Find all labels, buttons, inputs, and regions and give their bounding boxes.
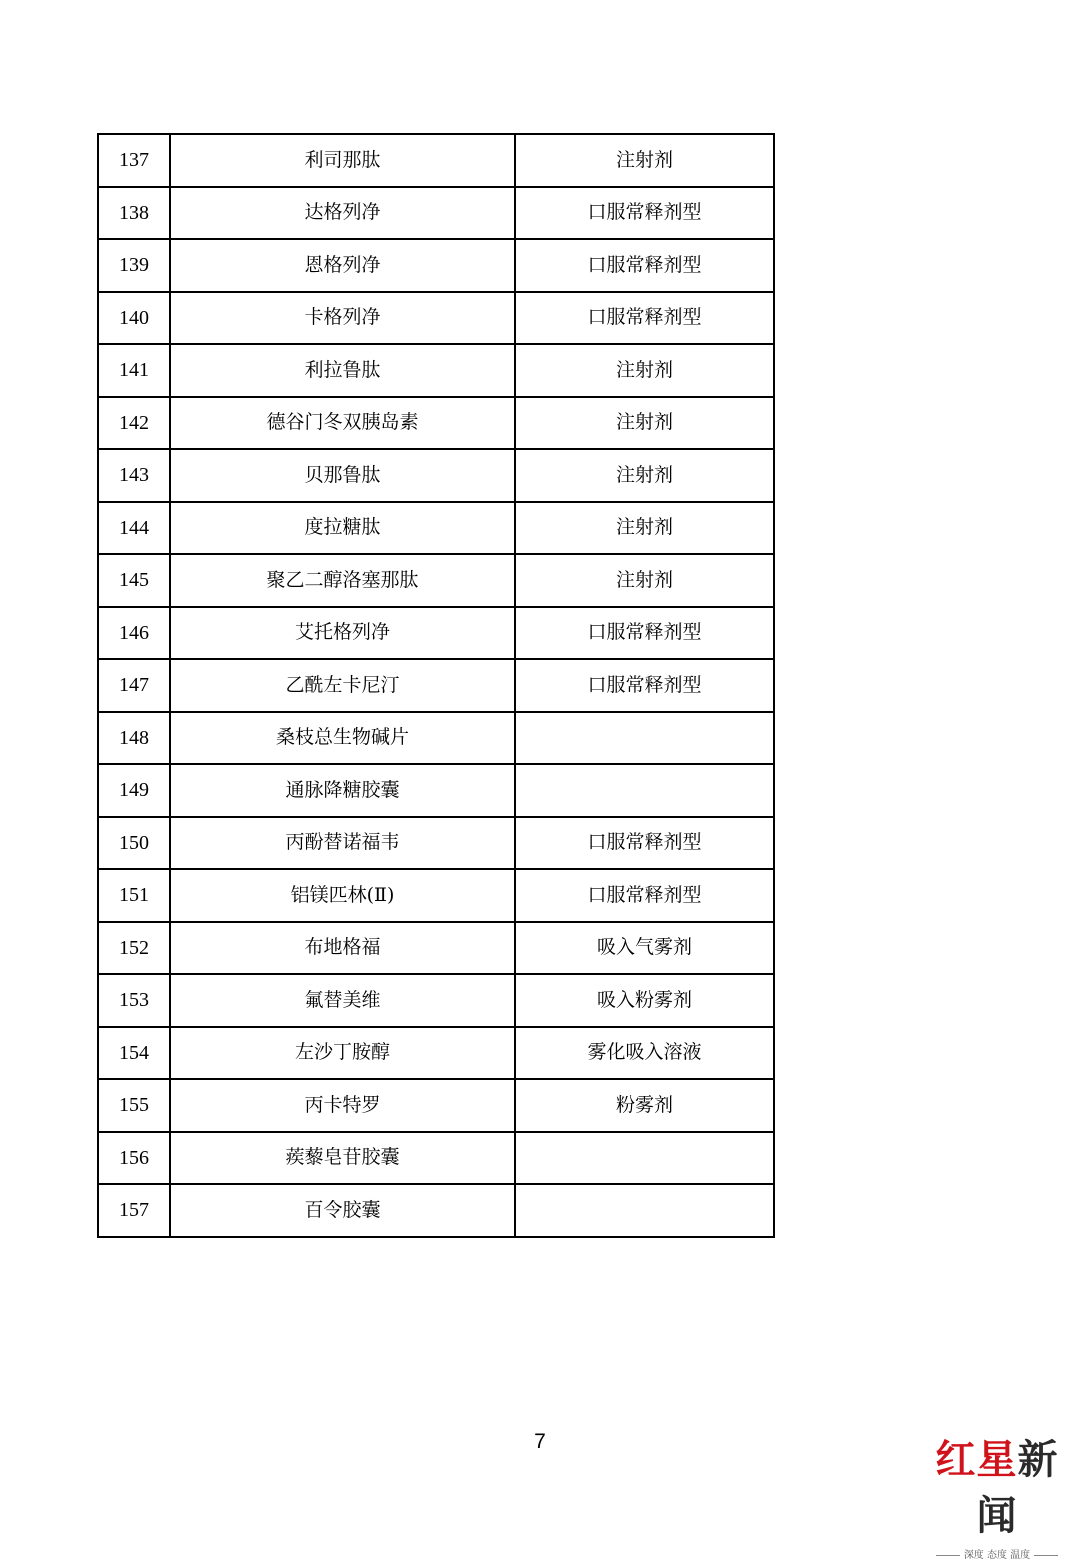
drug-name-cell: 聚乙二醇洛塞那肽: [170, 554, 515, 607]
row-number-cell: 148: [98, 712, 170, 765]
row-number-cell: 141: [98, 344, 170, 397]
dosage-form-cell: [515, 764, 774, 817]
drug-list-body: [98, 134, 774, 1237]
dosage-form-cell: 口服常释剂型: [515, 659, 774, 712]
dosage-form-cell: [515, 1184, 774, 1237]
drug-name-cell: 通脉降糖胶囊: [170, 764, 515, 817]
page-number: 7: [534, 1430, 546, 1453]
dosage-form-cell: 注射剂: [515, 344, 774, 397]
row-number-cell: 146: [98, 607, 170, 660]
drug-name-cell: 德谷门冬双胰岛素: [170, 397, 515, 450]
watermark-logo-red: 红星: [935, 1436, 1018, 1483]
table-row: [98, 607, 774, 660]
row-number-cell: 153: [98, 974, 170, 1027]
row-number-cell: 137: [98, 134, 170, 187]
table-row: [98, 134, 774, 187]
drug-name-cell: 贝那鲁肽: [170, 449, 515, 502]
drug-name-cell: 丙卡特罗: [170, 1079, 515, 1132]
table-row: [98, 397, 774, 450]
table-row: [98, 239, 774, 292]
dosage-form-cell: 注射剂: [515, 554, 774, 607]
dosage-form-cell: 口服常释剂型: [515, 817, 774, 870]
dosage-form-cell: 注射剂: [515, 397, 774, 450]
drug-name-cell: 卡格列净: [170, 292, 515, 345]
row-number-cell: 149: [98, 764, 170, 817]
table-row: [98, 1027, 774, 1080]
row-number-cell: 147: [98, 659, 170, 712]
row-number-cell: 140: [98, 292, 170, 345]
table-row: [98, 1079, 774, 1132]
table-row: [98, 292, 774, 345]
row-number-cell: 144: [98, 502, 170, 555]
dosage-form-cell: 注射剂: [515, 502, 774, 555]
table-row: [98, 449, 774, 502]
row-number-cell: 157: [98, 1184, 170, 1237]
table-row: [98, 502, 774, 555]
table-row: [98, 974, 774, 1027]
row-number-cell: 154: [98, 1027, 170, 1080]
row-number-cell: 156: [98, 1132, 170, 1185]
table-row: [98, 1184, 774, 1237]
red-star-news-watermark: [922, 1432, 1072, 1561]
row-number-cell: 155: [98, 1079, 170, 1132]
dosage-form-cell: 口服常释剂型: [515, 239, 774, 292]
drug-name-cell: 蒺藜皂苷胶囊: [170, 1132, 515, 1185]
drug-name-cell: 左沙丁胺醇: [170, 1027, 515, 1080]
dosage-form-cell: [515, 1132, 774, 1185]
table-row: [98, 187, 774, 240]
drug-name-cell: 铝镁匹林(Ⅱ): [170, 869, 515, 922]
drug-name-cell: 百令胶囊: [170, 1184, 515, 1237]
drug-name-cell: 利拉鲁肽: [170, 344, 515, 397]
drug-name-cell: 恩格列净: [170, 239, 515, 292]
table-row: [98, 817, 774, 870]
dosage-form-cell: 粉雾剂: [515, 1079, 774, 1132]
table-row: [98, 554, 774, 607]
table-row: [98, 1132, 774, 1185]
table-row: [98, 712, 774, 765]
drug-name-cell: 度拉糖肽: [170, 502, 515, 555]
table-row: [98, 659, 774, 712]
row-number-cell: 152: [98, 922, 170, 975]
drug-name-cell: 氟替美维: [170, 974, 515, 1027]
dosage-form-cell: 口服常释剂型: [515, 607, 774, 660]
drug-name-cell: 布地格福: [170, 922, 515, 975]
table-row: [98, 869, 774, 922]
table-row: [98, 344, 774, 397]
row-number-cell: 143: [98, 449, 170, 502]
drug-name-cell: 丙酚替诺福韦: [170, 817, 515, 870]
drug-name-cell: 达格列净: [170, 187, 515, 240]
row-number-cell: 139: [98, 239, 170, 292]
watermark-logo-dark: 新闻: [976, 1436, 1059, 1539]
row-number-cell: 150: [98, 817, 170, 870]
row-number-cell: 138: [98, 187, 170, 240]
drug-list-table: [97, 133, 775, 1238]
drug-name-cell: 利司那肽: [170, 134, 515, 187]
row-number-cell: 145: [98, 554, 170, 607]
dosage-form-cell: [515, 712, 774, 765]
dosage-form-cell: 吸入气雾剂: [515, 922, 774, 975]
watermark-slogan: 深度 态度 温度: [922, 1546, 1072, 1561]
dosage-form-cell: 注射剂: [515, 134, 774, 187]
dosage-form-cell: 口服常释剂型: [515, 187, 774, 240]
drug-name-cell: 桑枝总生物碱片: [170, 712, 515, 765]
watermark-logo: [922, 1432, 1072, 1544]
dosage-form-cell: 口服常释剂型: [515, 292, 774, 345]
table-row: [98, 922, 774, 975]
table-row: [98, 764, 774, 817]
dosage-form-cell: 雾化吸入溶液: [515, 1027, 774, 1080]
row-number-cell: 151: [98, 869, 170, 922]
drug-name-cell: 艾托格列净: [170, 607, 515, 660]
dosage-form-cell: 口服常释剂型: [515, 869, 774, 922]
dosage-form-cell: 注射剂: [515, 449, 774, 502]
dosage-form-cell: 吸入粉雾剂: [515, 974, 774, 1027]
drug-name-cell: 乙酰左卡尼汀: [170, 659, 515, 712]
row-number-cell: 142: [98, 397, 170, 450]
